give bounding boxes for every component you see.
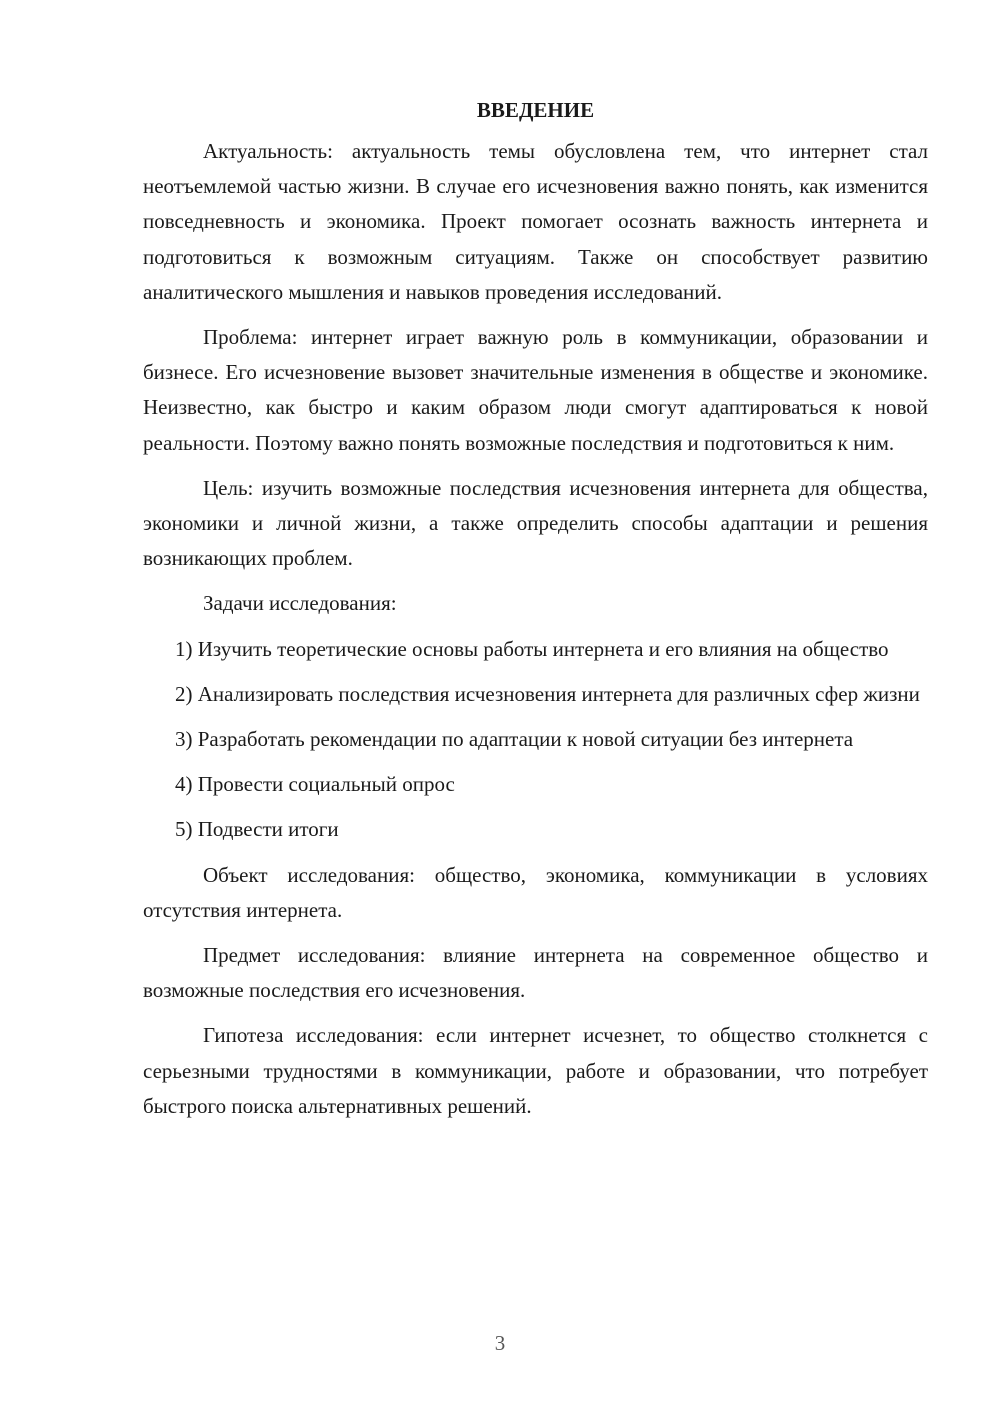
document-page: [143, 93, 928, 1124]
task-item-4: 4) Провести социальный опрос: [175, 772, 455, 797]
page-number: 3: [494, 1331, 506, 1355]
task-item-2: 2) Анализировать последствия исчезновения интернета для различных сфер жизни: [175, 681, 920, 706]
paragraph-object: Объект исследования: общество, экономика, коммуникации в условиях отсутствия интернета.: [143, 862, 928, 922]
paragraph-problem: Проблема: интернет играет важную роль в коммуникации, образовании и бизнесе. Его исчезновение вызовет значительные изменения в обществе и экономике. Неизвестно, как быстро и каким образом люди смогут адаптироваться к новой реальности. Поэтому важно понять возможные последствия и подготовиться к ним.: [143, 325, 928, 455]
page-title: ВВЕДЕНИЕ: [476, 98, 595, 122]
paragraph-tasks-heading: Задачи исследования:: [203, 591, 397, 616]
task-item-1: 1) Изучить теоретические основы работы интернета и его влияния на общество: [175, 636, 889, 661]
paragraph-hypothesis: Гипотеза исследования: если интернет исчезнет, то общество столкнется с серьезными трудностями в коммуникации, работе и образовании, что потребует быстрого поиска альтернативных решений.: [143, 1023, 928, 1118]
task-item-3: 3) Разработать рекомендации по адаптации к новой ситуации без интернета: [175, 727, 854, 752]
paragraph-relevance: Актуальность: актуальность темы обусловлена тем, что интернет стал неотъемлемой частью жизни. В случае его исчезновения важно понять, как изменится повседневность и экономика. Проект помогает осознать важность интернета и подготовиться к возможным ситуациям. Также он способствует развитию аналитического мышления и навыков проведения исследований.: [143, 139, 928, 304]
paragraph-subject: Предмет исследования: влияние интернета на современное общество и возможные последствия его исчезновения.: [143, 943, 928, 1003]
task-item-5: 5) Подвести итоги: [175, 817, 339, 842]
paragraph-goal: Цель: изучить возможные последствия исчезновения интернета для общества, экономики и личной жизни, а также определить способы адаптации и решения возникающих проблем.: [143, 475, 928, 571]
